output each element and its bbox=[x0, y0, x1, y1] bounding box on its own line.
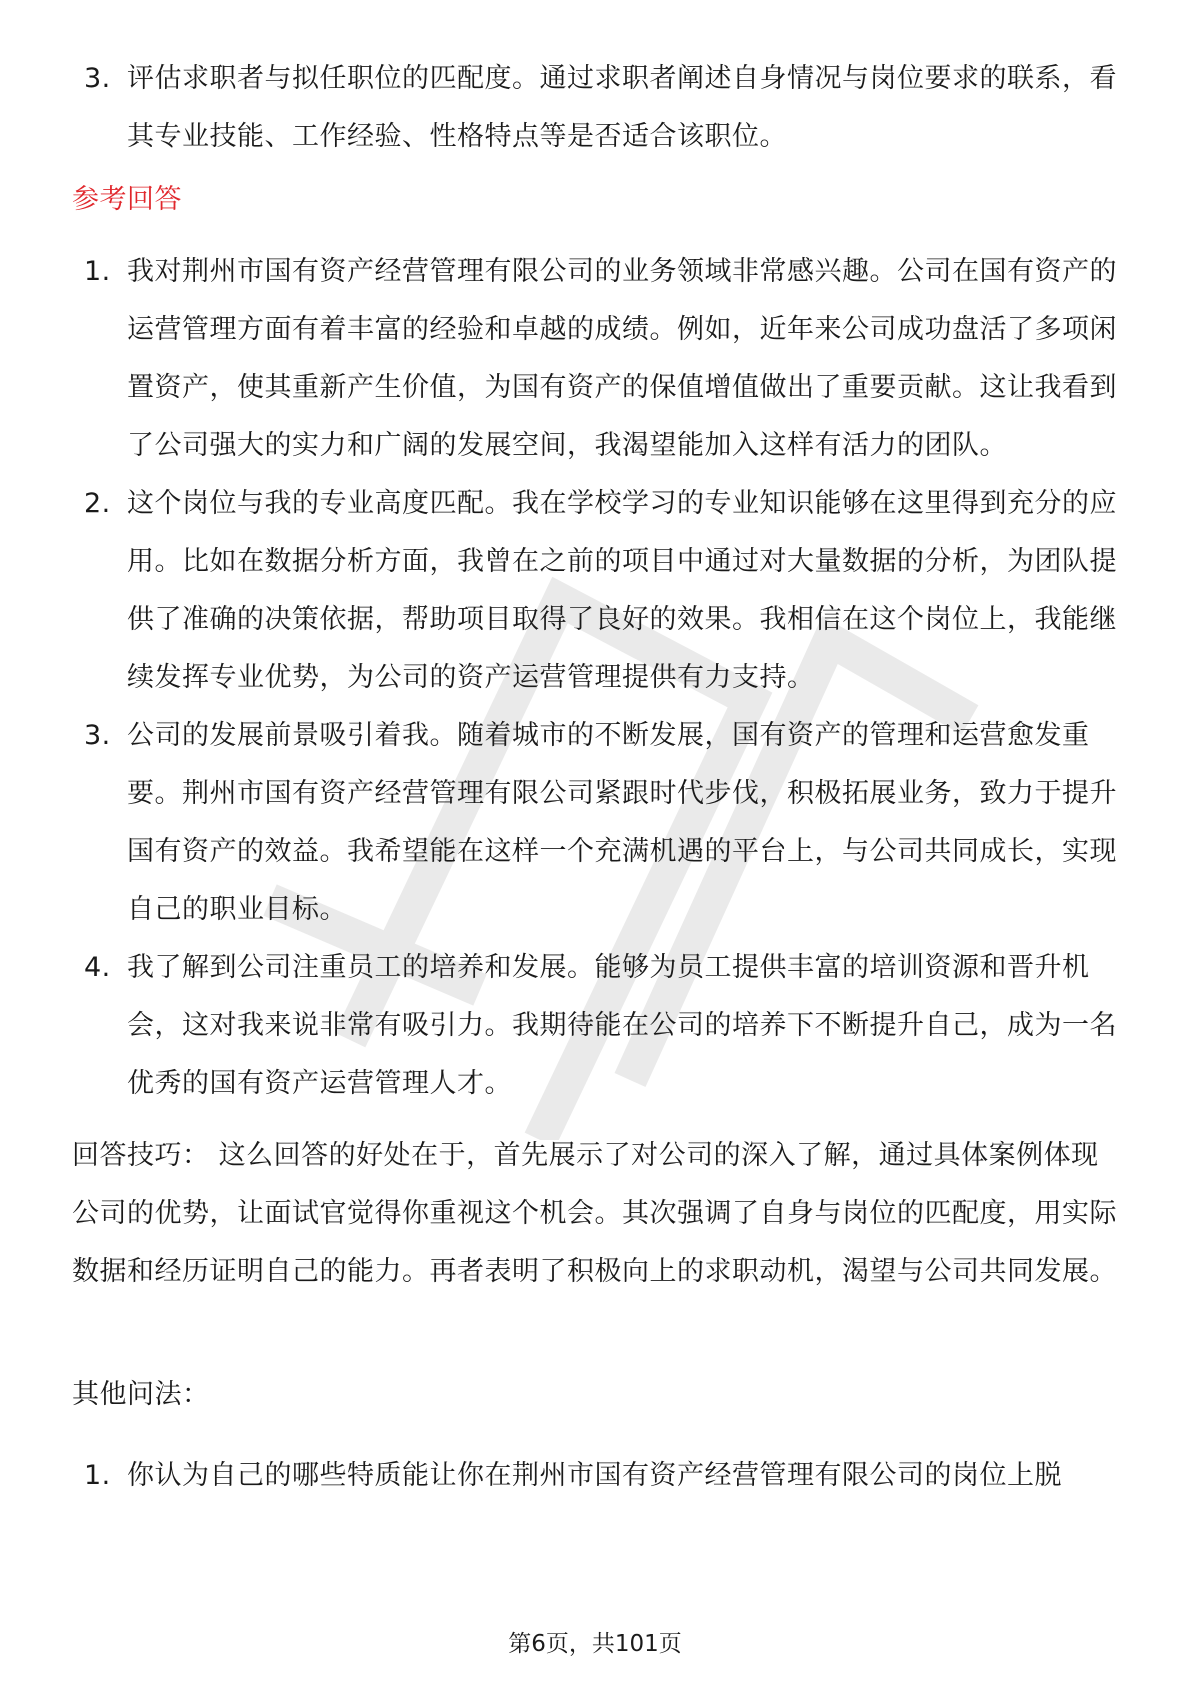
tips-paragraph: 回答技巧： 这么回答的好处在于，首先展示了对公司的深入了解，通过具体案例体现公司的优势，让面试官觉得你重视这个机会。其次强调了自身与岗位的匹配度，用实际数据和经历证明自己的能力。再者表明了积极向上的求职动机，渴望与公司共同发展。 bbox=[72, 1140, 1117, 1287]
list-number: 2. bbox=[84, 488, 111, 519]
list-number: 3. bbox=[84, 720, 111, 751]
list-number: 1. bbox=[84, 1460, 111, 1491]
list-text: 我对荆州市国有资产经营管理有限公司的业务领域非常感兴趣。公司在国有资产的运营管理方面有着丰富的经验和卓越的成绩。例如，近年来公司成功盘活了多项闲置资产，使其重新产生价值，为国有资产的保值增值做出了重要贡献。这让我看到了公司强大的实力和广阔的发展空间，我渴望能加入这样有活力的团队。 bbox=[127, 256, 1117, 461]
intro-list bbox=[72, 50, 1122, 166]
list-text: 我了解到公司注重员工的培养和发展。能够为员工提供丰富的培训资源和晋升机会，这对我来说非常有吸引力。我期待能在公司的培养下不断提升自己，成为一名优秀的国有资产运营管理人才。 bbox=[127, 952, 1117, 1099]
answers-container bbox=[72, 243, 1122, 1113]
other-questions-list bbox=[72, 1447, 1122, 1505]
list-text: 评估求职者与拟任职位的匹配度。通过求职者阐述自身情况与岗位要求的联系，看其专业技能、工作经验、性格特点等是否适合该职位。 bbox=[127, 63, 1117, 152]
intro-list-container bbox=[72, 50, 1122, 166]
list-text: 你认为自己的哪些特质能让你在荆州市国有资产经营管理有限公司的岗位上脱 bbox=[127, 1460, 1062, 1491]
other-questions-container bbox=[72, 1447, 1122, 1505]
list-number: 1. bbox=[84, 256, 111, 287]
list-item bbox=[72, 243, 1122, 475]
list-text: 公司的发展前景吸引着我。随着城市的不断发展，国有资产的管理和运营愈发重要。荆州市国有资产经营管理有限公司紧跟时代步伐，积极拓展业务，致力于提升国有资产的效益。我希望能在这样一个充满机遇的平台上，与公司共同成长，实现自己的职业目标。 bbox=[127, 720, 1117, 925]
list-item bbox=[72, 1447, 1122, 1505]
page-footer: 第6页，共101页 bbox=[508, 1631, 682, 1657]
list-number: 3. bbox=[84, 63, 111, 94]
list-item bbox=[72, 939, 1122, 1113]
list-item bbox=[72, 475, 1122, 707]
list-number: 4. bbox=[84, 952, 111, 983]
list-item bbox=[72, 707, 1122, 939]
list-item bbox=[72, 50, 1122, 166]
list-text: 这个岗位与我的专业高度匹配。我在学校学习的专业知识能够在这里得到充分的应用。比如在数据分析方面，我曾在之前的项目中通过对大量数据的分析，为团队提供了准确的决策依据，帮助项目取得了良好的效果。我相信在这个岗位上，我能继续发挥专业优势，为公司的资产运营管理提供有力支持。 bbox=[127, 488, 1117, 693]
answer-heading: 参考回答 bbox=[72, 184, 182, 215]
answers-list bbox=[72, 243, 1122, 1113]
other-questions-heading: 其他问法： bbox=[72, 1379, 210, 1410]
